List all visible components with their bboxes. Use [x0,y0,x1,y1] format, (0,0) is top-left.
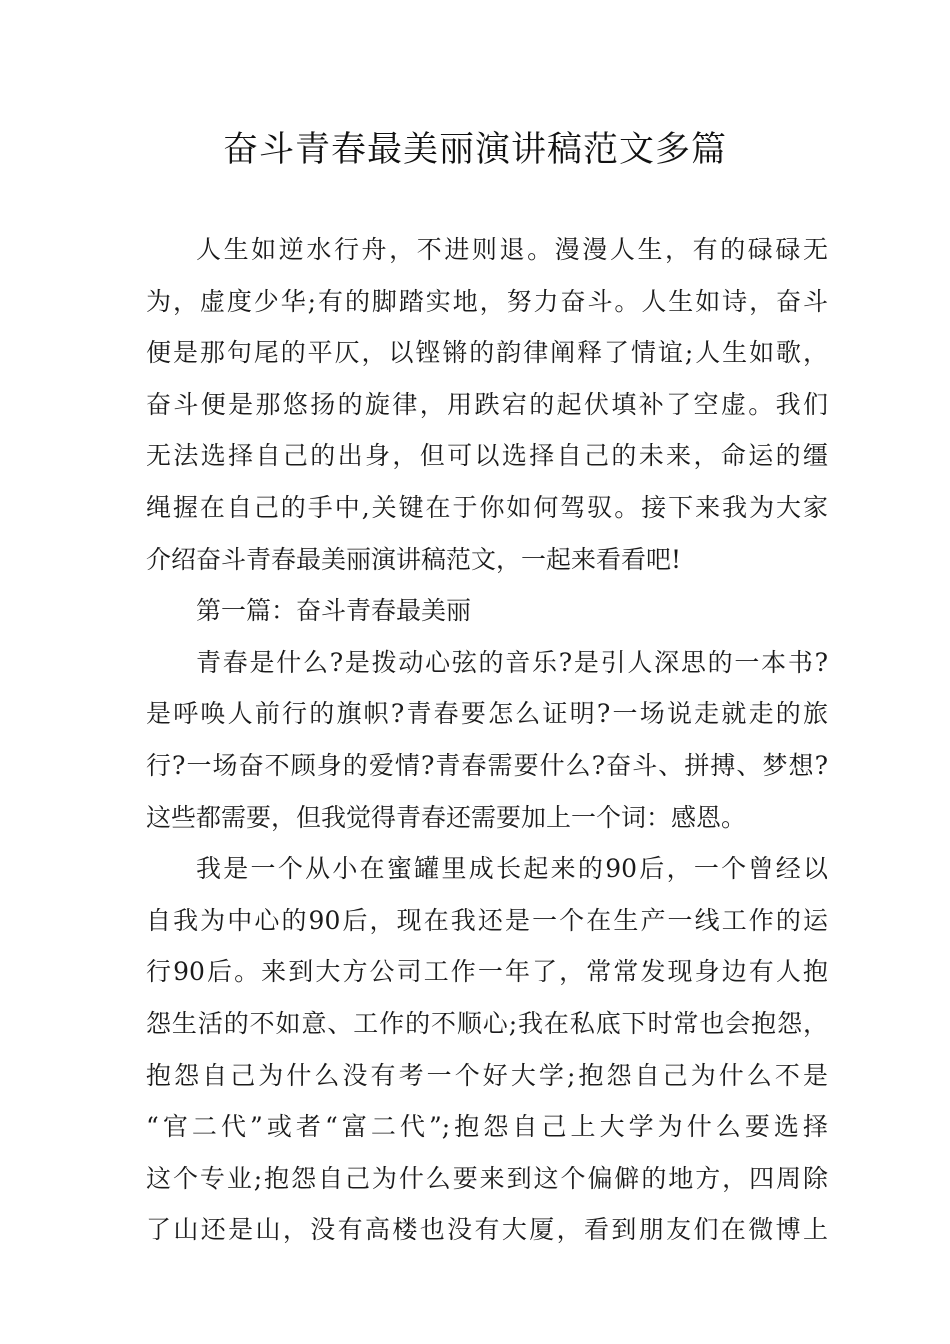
paragraph-youth [146,637,828,843]
text-line: 为，虚度少华;有的脚踏实地，努力奋斗。人生如诗，奋斗 [146,286,828,316]
text-line: 第一篇：奋斗青春最美丽 [196,596,472,626]
text-line: 我是一个从小在蜜罐里成长起来的90后，一个曾经以 [196,854,828,884]
paragraph-intro [146,224,828,585]
text-line: 便是那句尾的平仄，以铿锵的韵律阐释了情谊;人生如歌， [146,338,828,368]
text-line: 这个专业;抱怨自己为什么要来到这个偏僻的地方，四周除 [146,1163,828,1193]
text-line: 无法选择自己的出身，但可以选择自己的未来，命运的缰 [146,441,828,471]
text-line: 行90后。来到大方公司工作一年了，常常发现身边有人抱 [146,957,828,987]
text-line: 介绍奋斗青春最美丽演讲稿范文，一起来看看吧! [146,544,682,574]
text-line: 怨生活的不如意、工作的不顺心;我在私底下时常也会抱怨， [146,1008,828,1038]
section-heading-1 [146,585,828,637]
text-line: 行?一场奋不顾身的爱情?青春需要什么?奋斗、拼搏、梦想? [146,750,828,780]
text-line: 人生如逆水行舟，不进则退。漫漫人生，有的碌碌无 [196,235,828,264]
document-title: 奋斗青春最美丽演讲稿范文多篇 [222,130,727,170]
paragraph-90s [146,843,828,1256]
text-line: “官二代”或者“富二代”;抱怨自己上大学为什么要选择 [146,1112,828,1142]
text-line: 青春是什么?是拨动心弦的音乐?是引人深思的一本书? [196,647,828,677]
text-line: 奋斗便是那悠扬的旋律，用跌宕的起伏填补了空虚。我们 [146,389,828,419]
text-line: 抱怨自己为什么没有考一个好大学;抱怨自己为什么不是 [146,1060,828,1090]
document-body [146,224,828,1256]
text-line: 绳握在自己的手中,关键在于你如何驾驭。接下来我为大家 [146,492,828,522]
text-line: 这些都需要，但我觉得青春还需要加上一个词：感恩。 [146,802,747,832]
text-line: 是呼唤人前行的旗帜?青春要怎么证明?一场说走就走的旅 [146,699,828,729]
text-line: 自我为中心的90后，现在我还是一个在生产一线工作的运 [146,905,828,935]
text-line: 了山还是山，没有高楼也没有大厦，看到朋友们在微博上 [146,1215,828,1245]
